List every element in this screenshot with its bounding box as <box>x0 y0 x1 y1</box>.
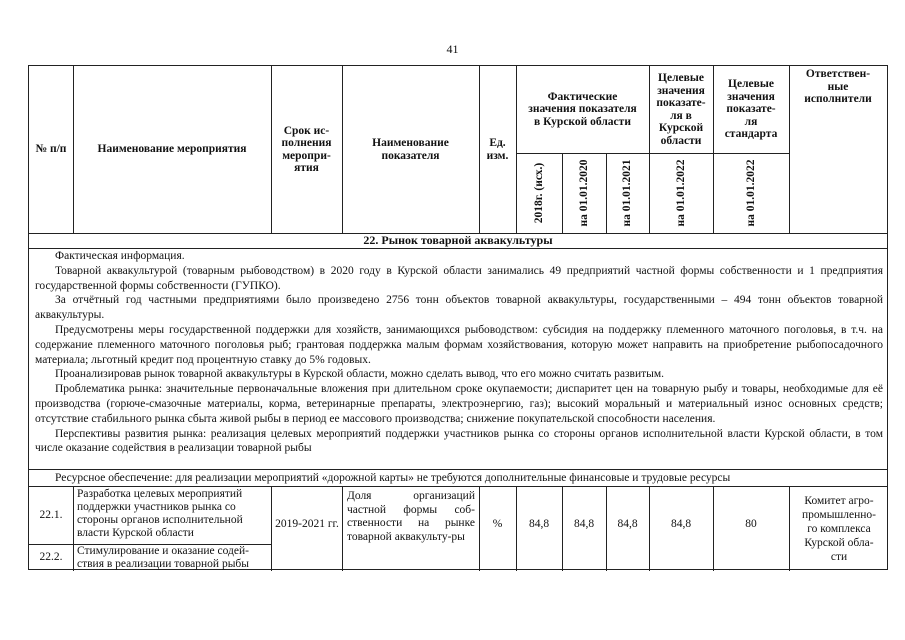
row-number: 22.1. <box>39 508 63 521</box>
section-title: 22. Рынок товарной аквакультуры <box>363 233 553 247</box>
row-number: 22.2. <box>39 551 63 563</box>
header-unit: Ед. изм. <box>486 137 509 162</box>
term-value: 2019-2021 гг. <box>275 518 339 530</box>
header-target-standard: Целевые значения показате-ля стандарта <box>724 78 778 141</box>
resource-note: Ресурсное обеспечение: для реализации мероприятий «дорожной карты» не требуются дополнительные финансовые и трудовые ресурсы <box>55 472 731 484</box>
header-2020: на 01.01.2020 <box>578 159 590 227</box>
paragraph: Предусмотрены меры государственной поддержки для хозяйств, занимающихся рыбоводством: субсидия на поддержку племенного маточного поголовья, в т.ч. на содержание племенного маточного поголовья рыб; грантовая поддержка малым формам хозяйствования, которую может направить на приобретение рыбопосадочного материала; льготный кредит под процентную ставку до 5% годовых. <box>35 323 883 366</box>
page-number: 41 <box>446 42 459 56</box>
header-indicator-name: Наименование показателя <box>372 137 449 162</box>
value-2022-region: 84,8 <box>670 518 692 530</box>
paragraph: Проблематика рынка: значительные первоначальные вложения при длительном сроке окупаемости; диспаритет цен на товарную рыбу и товары, необходимые для её производства (горюче-смазочные материалы, корма, ветеринарные препараты, электроэнергию, газ); высокий моральный и материальный износ основных средств; отсутствие стабильного рынка сбыта живой рыбы в период ее массового производства; снижение покупательской способности населения. <box>35 383 883 425</box>
paragraph: За отчётный год частными предприятиями было произведено 2756 тонн объектов товарной аквакультуры, государственными – 494 тонн объектов товарной аквакультуры. <box>35 294 883 322</box>
header-term: Срок ис-полнения меропри-ятия <box>281 124 332 174</box>
roadmap-table <box>28 65 888 570</box>
value-2021: 84,8 <box>617 518 638 530</box>
indicator-value: Доля организаций частной формы соб-ственности на рынке товарной аквакульту-ры <box>347 490 475 543</box>
header-num: № п/п <box>35 143 67 156</box>
paragraph: Товарной аквакультурой (товарным рыбоводством) в 2020 году в Курской области занимались 49 предприятий частной формы собственности и 1 предприятия государственной формы собственности (ГУПКО). <box>35 264 883 292</box>
header-2018: 2018г. (исх.) <box>533 162 545 224</box>
paragraph: Проанализировав рынок товарной аквакультуры в Курской области, можно сделать вывод, что его можно считать развитым. <box>55 368 665 381</box>
responsible-value: Комитет агро-промышленно-го комплекса Курской обла-сти <box>801 494 877 563</box>
unit-value: % <box>492 518 503 530</box>
header-2021: на 01.01.2021 <box>621 159 633 227</box>
header-responsible: Ответствен-ные исполнители <box>804 68 872 105</box>
value-2022-standard: 80 <box>745 518 757 530</box>
header-2022-standard: на 01.01.2022 <box>745 159 757 227</box>
row-measure: Разработка целевых мероприятий поддержки участников рынка со стороны органов исполнительной власти Курской области <box>77 488 243 539</box>
paragraph: Перспективы развития рынка: реализация целевых мероприятий поддержки участников рынка со стороны органов исполнительной власти Курской области, в том числе оказание содействия в реализации товарной рыбы <box>35 427 883 455</box>
header-measure-name: Наименование мероприятия <box>97 143 247 156</box>
header-2022-region: на 01.01.2022 <box>675 159 687 227</box>
section-text <box>35 249 883 456</box>
row-measure: Стимулирование и оказание содей-ствия в реализации товарной рыбы <box>77 545 250 570</box>
header-actual: Фактические значения показателя в Курской области <box>528 90 637 128</box>
header-target-region: Целевые значения показате-ля в Курской области <box>656 72 706 147</box>
paragraph: Фактическая информация. <box>55 250 185 262</box>
value-2020: 84,8 <box>573 518 595 530</box>
value-2018: 84,8 <box>528 518 550 530</box>
